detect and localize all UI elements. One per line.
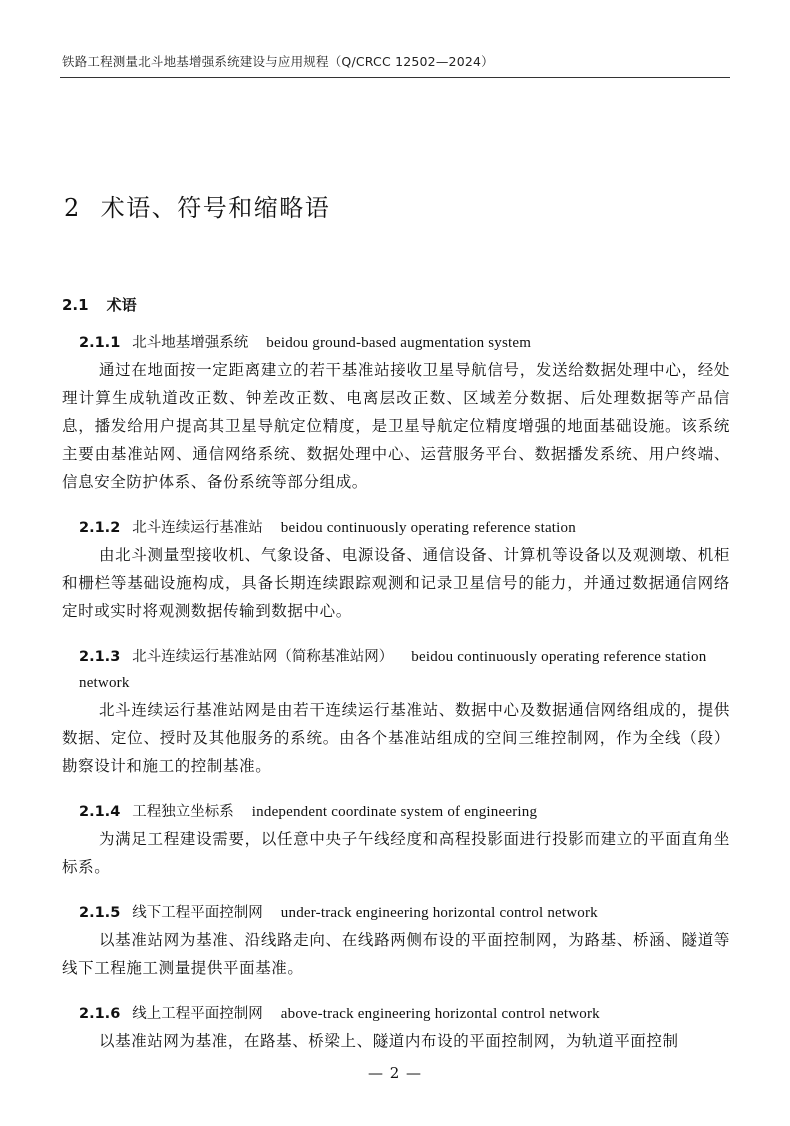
term-heading xyxy=(62,900,730,926)
term-heading xyxy=(62,799,730,825)
section-number: 2.1 xyxy=(62,296,89,315)
term-definition: 通过在地面按一定距离建立的若干基准站接收卫星导航信号，发送给数据处理中心，经处理计算生成轨道改正数、钟差改正数、电离层改正数、区域差分数据、后处理数据等产品信息，播发给用户提高其卫星导航定位精度，是卫星导航定位精度增强的地面基础设施。该系统主要由基准站网、通信网络系统、数据处理中心、运营服务平台、数据播发系统、用户终端、信息安全防护体系、备份系统等部分组成。 xyxy=(62,361,730,491)
running-header: 铁路工程测量北斗地基增强系统建设与应用规程（Q/CRCC 12502—2024） xyxy=(62,54,494,69)
term-heading xyxy=(62,1001,730,1027)
term-title-en: above-track engineering horizontal control network xyxy=(280,1006,600,1022)
term-definition: 北斗连续运行基准站网是由若干连续运行基准站、数据中心及数据通信网络组成的，提供数据、定位、授时及其他服务的系统。由各个基准站组成的空间三维控制网，作为全线（段）勘察设计和施工的控制基准。 xyxy=(62,701,730,775)
term-title-en: beidou continuously operating reference station network xyxy=(79,649,707,691)
term-title-en: under-track engineering horizontal control network xyxy=(280,905,598,921)
term-title-en: independent coordinate system of engineering xyxy=(251,804,538,820)
term-2-1-2 xyxy=(62,515,730,625)
term-2-1-5 xyxy=(62,900,730,982)
term-number: 2.1.4 xyxy=(79,804,121,820)
term-definition: 为满足工程建设需要，以任意中央子午线经度和高程投影面进行投影而建立的平面直角坐标系。 xyxy=(62,830,730,876)
chapter-number: 2 xyxy=(64,194,81,223)
term-title-zh: 北斗地基增强系统 xyxy=(132,335,249,351)
page-number: — 2 — xyxy=(367,1064,423,1082)
term-2-1-3 xyxy=(62,644,730,780)
term-number: 2.1.6 xyxy=(79,1006,121,1022)
section-title xyxy=(62,294,137,315)
term-title-zh: 北斗连续运行基准站 xyxy=(132,520,263,536)
term-definition: 由北斗测量型接收机、气象设备、电源设备、通信设备、计算机等设备以及观测墩、机柜和栅栏等基础设施构成，具备长期连续跟踪观测和记录卫星信号的能力，并通过数据通信网络定时或实时将观测数据传输到数据中心。 xyxy=(62,546,730,620)
terms-list xyxy=(62,330,730,1074)
term-2-1-1 xyxy=(62,330,730,496)
term-heading xyxy=(62,515,730,541)
section-title-text: 术语 xyxy=(106,296,137,315)
term-number: 2.1.5 xyxy=(79,905,121,921)
chapter-title xyxy=(64,188,330,223)
term-number: 2.1.1 xyxy=(79,335,121,351)
term-title-zh: 线上工程平面控制网 xyxy=(132,1006,263,1022)
term-definition: 以基准站网为基准，在路基、桥梁上、隧道内布设的平面控制网，为轨道平面控制 xyxy=(99,1032,679,1050)
term-number: 2.1.2 xyxy=(79,520,121,536)
term-heading xyxy=(62,644,730,696)
header-rule xyxy=(60,77,730,78)
term-heading xyxy=(62,330,730,356)
term-definition: 以基准站网为基准、沿线路走向、在线路两侧布设的平面控制网，为路基、桥涵、隧道等线下工程施工测量提供平面基准。 xyxy=(62,931,730,977)
term-title-zh: 北斗连续运行基准站网（简称基准站网） xyxy=(132,649,394,665)
term-title-en: beidou ground-based augmentation system xyxy=(266,335,532,351)
term-title-en: beidou continuously operating reference station xyxy=(280,520,576,536)
term-2-1-6 xyxy=(62,1001,730,1055)
term-title-zh: 线下工程平面控制网 xyxy=(132,905,263,921)
term-title-zh: 工程独立坐标系 xyxy=(132,804,234,820)
chapter-title-text: 术语、符号和缩略语 xyxy=(100,194,331,223)
term-2-1-4 xyxy=(62,799,730,881)
term-number: 2.1.3 xyxy=(79,649,121,665)
